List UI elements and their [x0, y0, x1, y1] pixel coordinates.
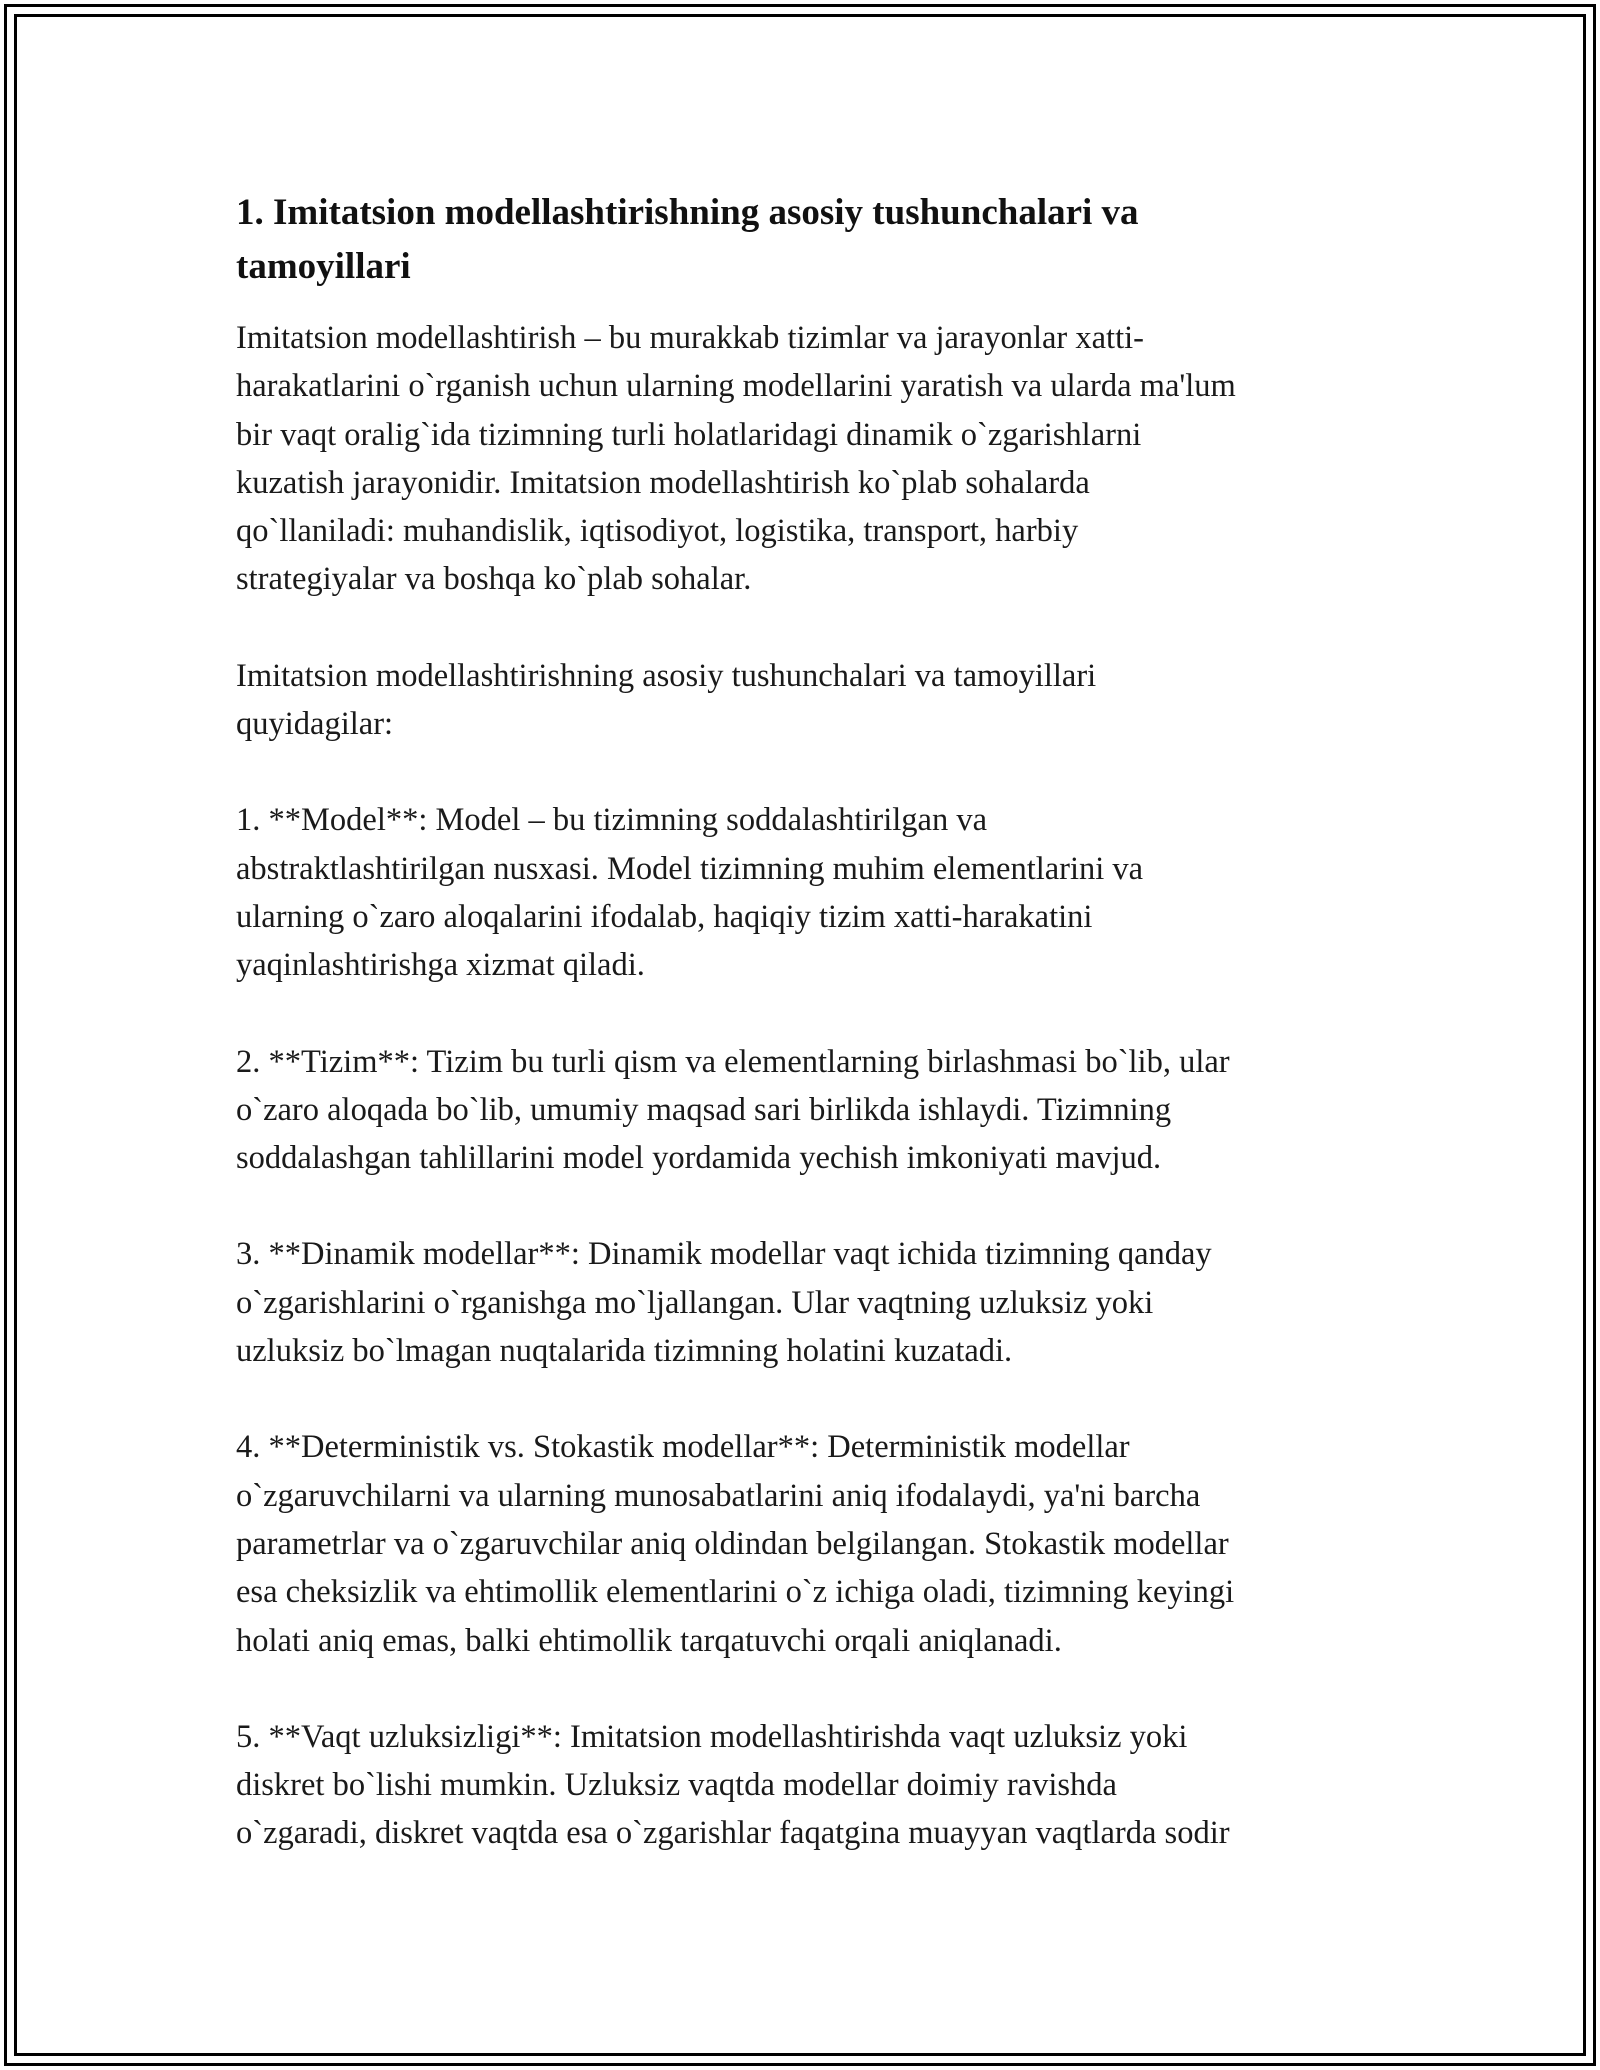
intro-paragraph — [236, 314, 1376, 604]
text-line: holati aniq emas, balki ehtimollik tarqatuvchi orqali aniqlanadi. — [236, 1622, 1062, 1659]
text-line: yaqinlashtirishga xizmat qiladi. — [236, 947, 645, 984]
text-line: kuzatish jarayonidir. Imitatsion modellashtirish ko`plab sohalarda — [236, 464, 1090, 501]
text-line: 3. **Dinamik modellar**: Dinamik modellar vaqt ichida tizimning qanday — [236, 1236, 1212, 1273]
text-line: Imitatsion modellashtirishning asosiy tushunchalari va tamoyillari — [236, 657, 1097, 694]
text-line: o`zaro aloqada bo`lib, umumiy maqsad sari birlikda ishlaydi. Tizimning — [236, 1091, 1172, 1128]
text-line: abstraktlashtirilgan nusxasi. Model tizimning muhim elementlarini va — [236, 850, 1144, 887]
heading-line: tamoyillari — [236, 246, 411, 287]
text-line: bir vaqt oralig`ida tizimning turli holatlaridagi dinamik o`zgarishlarni — [236, 416, 1142, 453]
text-line: o`zgarishlarini o`rganishga mo`ljallangan. Ular vaqtning uzluksiz yoki — [236, 1284, 1154, 1321]
list-item-tizim — [236, 1038, 1376, 1183]
text-line: soddalashgan tahlillarini model yordamida yechish imkoniyati mavjud. — [236, 1140, 1162, 1177]
text-line: o`zgaruvchilarni va ularning munosabatlarini aniq ifodalaydi, ya'ni barcha — [236, 1477, 1201, 1514]
text-line: o`zgaradi, diskret vaqtda esa o`zgarishlar faqatgina muayyan vaqtlarda sodir — [236, 1815, 1230, 1852]
heading-line: 1. Imitatsion modellashtirishning asosiy tushunchalari va — [236, 192, 1139, 233]
text-line: diskret bo`lishi mumkin. Uzluksiz vaqtda modellar doimiy ravishda — [236, 1767, 1117, 1804]
text-line: parametrlar va o`zgaruvchilar aniq oldindan belgilangan. Stokastik modellar — [236, 1525, 1229, 1562]
text-line: uzluksiz bo`lmagan nuqtalarida tizimning holatini kuzatadi. — [236, 1333, 1013, 1370]
list-item-deterministik-stokastik — [236, 1423, 1376, 1664]
list-item-dinamik-modellar — [236, 1230, 1376, 1375]
section-heading — [236, 186, 1376, 294]
list-item-vaqt-uzluksizligi — [236, 1713, 1376, 1858]
text-line: 4. **Deterministik vs. Stokastik modellar**: Deterministik modellar — [236, 1429, 1130, 1466]
text-line: qo`llaniladi: muhandislik, iqtisodiyot, logistika, transport, harbiy — [236, 513, 1079, 550]
text-line: 5. **Vaqt uzluksizligi**: Imitatsion modellashtirishda vaqt uzluksiz yoki — [236, 1718, 1188, 1755]
list-item-model — [236, 796, 1376, 989]
text-line: Imitatsion modellashtirish – bu murakkab tizimlar va jarayonlar xatti- — [236, 320, 1144, 356]
text-line: ularning o`zaro aloqalarini ifodalab, haqiqiy tizim xatti-harakatini — [236, 898, 1093, 935]
text-line: esa cheksizlik va ehtimollik elementlarini o`z ichiga oladi, tizimning keyingi — [236, 1574, 1235, 1611]
text-line: quyidagilar: — [236, 706, 394, 743]
text-line: strategiyalar va boshqa ko`plab sohalar. — [236, 561, 752, 598]
text-line: 1. **Model**: Model – bu tizimning soddalashtirilgan va — [236, 802, 988, 839]
document-body — [236, 186, 1376, 1906]
text-line: 2. **Tizim**: Tizim bu turli qism va elementlarning birlashmasi bo`lib, ular — [236, 1043, 1230, 1080]
text-line: harakatlarini o`rganish uchun ularning modellarini yaratish va ularda ma'lum — [236, 368, 1236, 405]
lead-in-paragraph — [236, 652, 1376, 749]
